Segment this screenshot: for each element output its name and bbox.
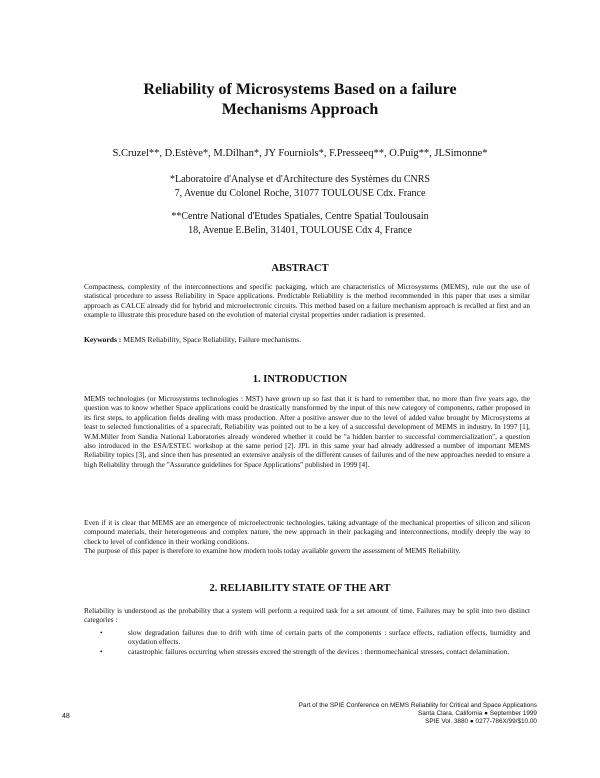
paper-title-line-2: Mechanisms Approach xyxy=(221,101,379,118)
footer-line-3: SPIE Vol. 3880 ● 0277-786X/99/$10.00 xyxy=(425,718,537,725)
list-item xyxy=(84,647,530,656)
keywords-text: MEMS Reliability, Space Reliability, Failure mechanisms. xyxy=(121,335,302,344)
section-1-paragraph-1: MEMS technologies (or Microsystems technologies : MST) have grown up so fast that it is hard to remember that, no more than five years ago, the question was to know whether Space applications could be drastically transformed by the input of this new category of components, rather proposed in its first steps, to application fields dealing with mass production. After a positive answer due to the level of added value brought by Microsystems at least to selected functionalities of a spacecraft, Reliability was pointed out to be a key of a successful development of MEMS in industry. In 1997 [1], W.M.Miller from Sandia National Laboratories already wondered whether it could be "a hidden barrier to successful commercialization", a question also introduced in the ESA/ESTEC workshop at the same period [2]. JPL in this same year had already addressed a number of important MEMS Reliability topics [3], and since then has presented an extensive analysis of the different causes of failures and of the new approaches needed to ensure a high Reliability through the "Assurance guidelines for Space Applications" published in 1999 [4]. xyxy=(84,394,530,469)
keywords-line xyxy=(84,335,301,344)
conference-footer xyxy=(299,702,537,726)
abstract-heading: ABSTRACT xyxy=(271,263,329,274)
affiliation-1-line-1: *Laboratoire d'Analyse et d'Architecture des Systèmes du CNRS xyxy=(170,174,430,185)
affiliation-2-line-1: **Centre National d'Etudes Spatiales, Centre Spatial Toulousain xyxy=(171,211,429,222)
section-1-paragraph-2: Even if it is clear that MEMS are an emergence of microelectronic technologies, taking advantage of the mechanical properties of silicon and silicon compound materials, their heterogeneous and complex nature, the new approach in their packaging and interconnections, modify deeply the way to check to level of confidence in their working conditions. xyxy=(84,518,530,546)
affiliation-2-line-2: 18, Avenue E.Belin, 31401, TOULOUSE Cdx 4, France xyxy=(188,225,412,236)
abstract-text: Compactness, complexity of the interconnections and specific packaging, which are characteristics of Microsystems (MEMS), rule out the use of statistical procedure to assess Reliability in Space applications. Predictable Reliability is the method recommended in this paper that uses a similar approach as CALCE already did for hybrid and microelectronic circuits. This method based on a failure mechanism approach is recalled at first and an example to illustrate this procedure based on the evolution of material crystal properties under radiation is presented. xyxy=(84,282,530,320)
failure-category-list xyxy=(84,628,530,656)
bullet-icon: • xyxy=(100,628,103,637)
section-1-heading: 1. INTRODUCTION xyxy=(252,374,348,385)
keywords-label: Keywords : xyxy=(84,335,122,344)
page-number: 48 xyxy=(62,713,70,720)
list-item-text: slow degradation failures due to drift with time of certain parts of the components : surface effects, radiation effects, humidity and oxydation effects. xyxy=(128,628,530,647)
bullet-icon: • xyxy=(100,646,103,656)
section-2-heading: 2. RELIABILITY STATE OF THE ART xyxy=(209,583,391,594)
list-item-text: catastrophic failures occurring when stresses exceed the strength of the devices : thermomechanical stresses, contact delamination. xyxy=(128,646,510,656)
footer-line-1: Part of the SPIE Conference on MEMS Reliability for Critical and Space Applications xyxy=(298,702,537,709)
section-2-paragraph-1: Reliability is understood as the probability that a system will perform a required task for a set amount of time. Failures may be split into two distinct categories : xyxy=(84,606,530,625)
footer-line-2: Santa Clara, California ● September 1999 xyxy=(418,710,537,717)
section-1-paragraph-3: The purpose of this paper is therefore to examine how modern tools today available govern the assessment of MEMS Reliability. xyxy=(84,546,461,555)
paper-title-line-1: Reliability of Microsystems Based on a failure xyxy=(143,81,457,98)
author-list: S.Cruzel**, D.Estève*, M.Dilhan*, JY Fourniols*, F.Presseeq**, O.Puig**, JLSimonne* xyxy=(112,148,488,159)
affiliation-1-line-2: 7, Avenue du Colonel Roche, 31077 TOULOUSE Cdx. France xyxy=(174,188,426,199)
list-item xyxy=(84,628,530,647)
